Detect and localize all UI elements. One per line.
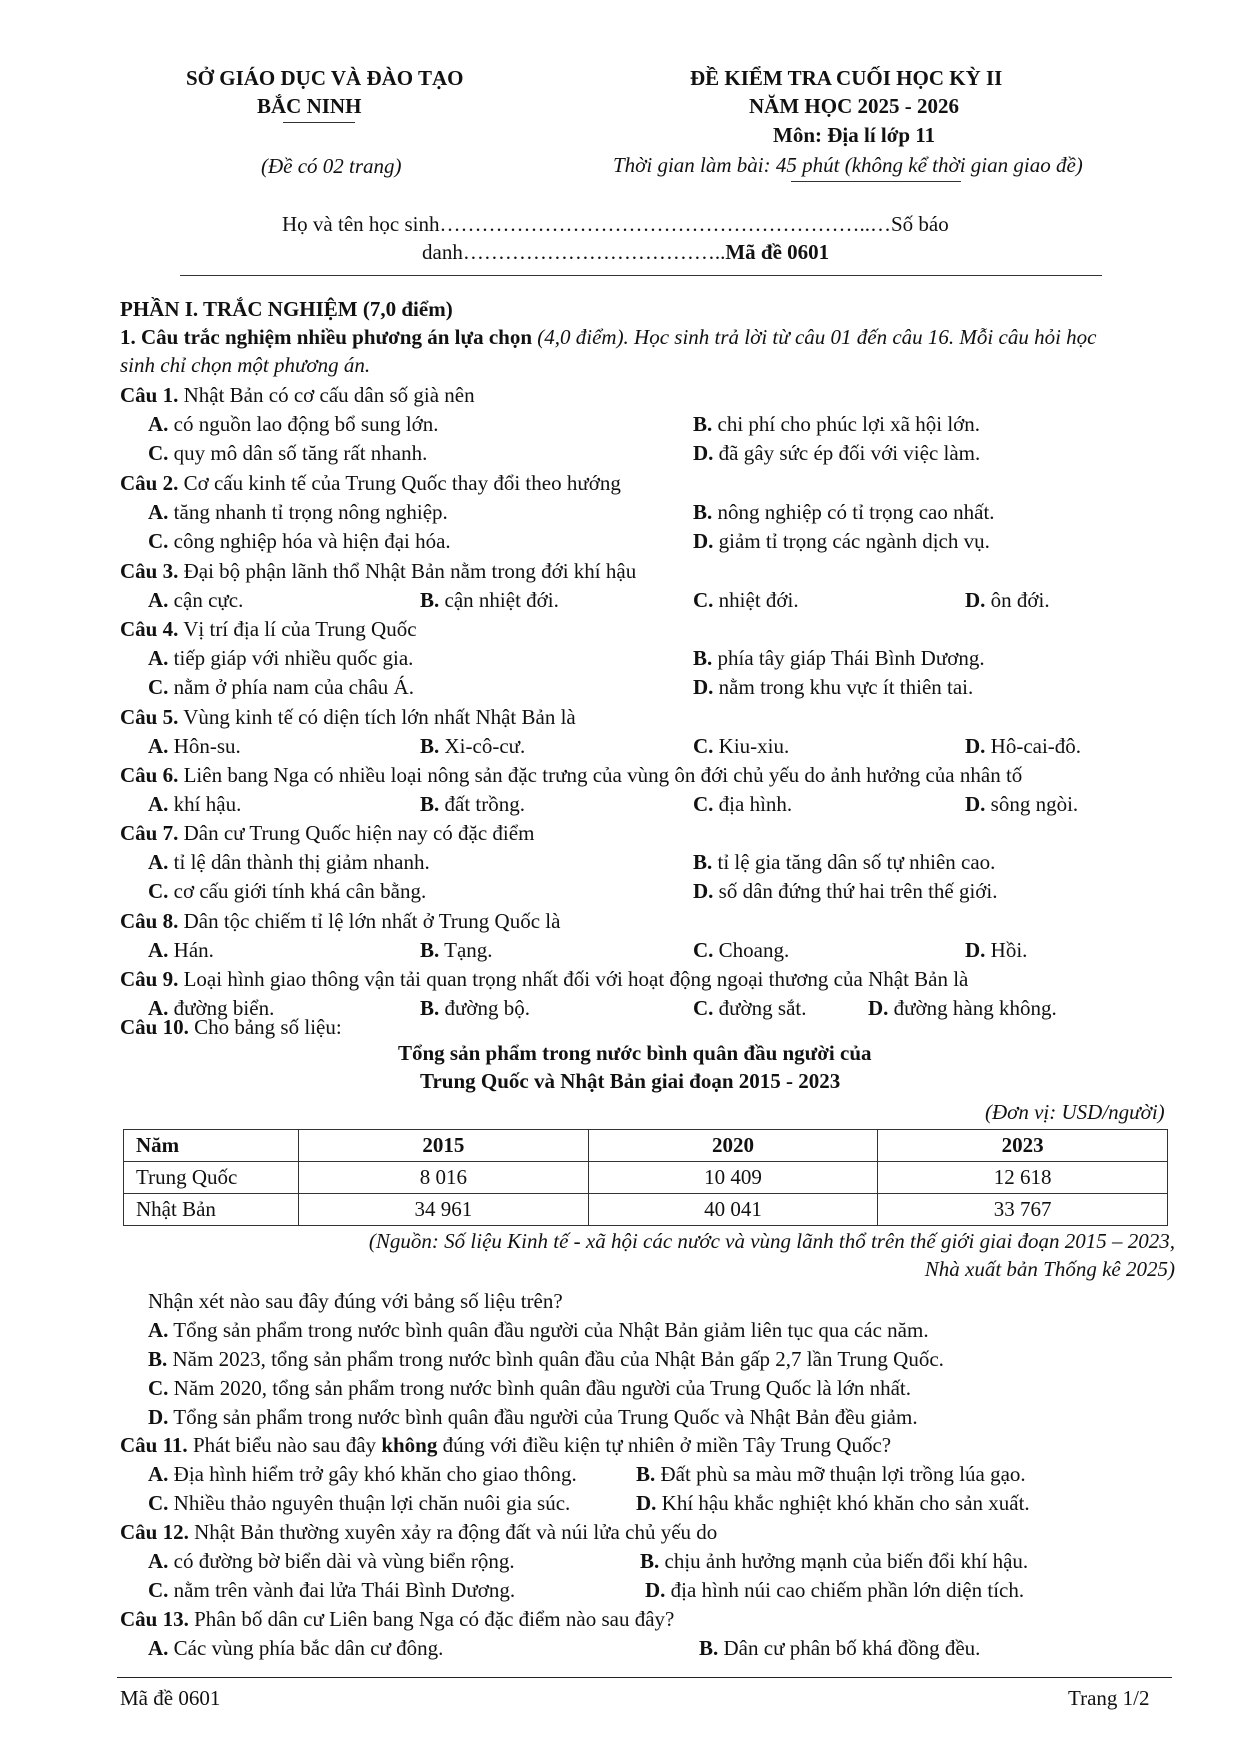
answer-option: A. Địa hình hiểm trở gây khó khăn cho giao thông. [148,1462,577,1486]
school-department: SỞ GIÁO DỤC VÀ ĐÀO TẠO [186,66,464,90]
answer-option: C. nằm ở phía nam của châu Á. [148,675,414,699]
question-stem: Câu 3. Đại bộ phận lãnh thổ Nhật Bản nằm trong đới khí hậu [120,559,637,583]
question-stem: Câu 8. Dân tộc chiếm tỉ lệ lớn nhất ở Trung Quốc là [120,909,561,933]
footer-page-number: Trang 1/2 [1068,1686,1150,1710]
answer-option: B. đường bộ. [420,996,531,1020]
answer-option: D. ôn đới. [965,588,1050,612]
table-cell: 8 016 [299,1162,589,1194]
answer-option: B. Đất phù sa màu mỡ thuận lợi trồng lúa gạo. [636,1462,1026,1486]
answer-option: D. nằm trong khu vực ít thiên tai. [693,675,974,699]
table-title-2: Trung Quốc và Nhật Bản giai đoạn 2015 - 2023 [420,1069,841,1093]
question-prompt: Nhận xét nào sau đây đúng với bảng số liệu trên? [148,1289,563,1313]
answer-option: B. Xi-cô-cư. [420,734,526,758]
answer-option: B. Năm 2023, tổng sản phẩm trong nước bình quân đầu của Nhật Bản gấp 2,7 lần Trung Quốc. [148,1347,944,1371]
answer-option: C. nằm trên vành đai lửa Thái Bình Dương. [148,1578,516,1602]
answer-option: A. khí hậu. [148,792,242,816]
exam-time: Thời gian làm bài: 45 phút (không kể thời gian giao đề) [613,153,1083,177]
table-cell: 34 961 [299,1194,589,1226]
answer-option: C. đường sắt. [693,996,807,1020]
answer-option: A. Các vùng phía bắc dân cư đông. [148,1636,444,1660]
table-cell: Trung Quốc [124,1162,299,1194]
subject: Môn: Địa lí lớp 11 [773,123,936,147]
question-stem: Câu 11. Phát biểu nào sau đây không đúng với điều kiện tự nhiên ở miền Tây Trung Quốc? [120,1433,892,1457]
answer-option: D. giảm tỉ trọng các ngành dịch vụ. [693,529,990,553]
answer-option: B. phía tây giáp Thái Bình Dương. [693,646,985,670]
answer-option: D. sông ngòi. [965,792,1079,816]
table-cell: 33 767 [878,1194,1168,1226]
question-stem: Câu 12. Nhật Bản thường xuyên xảy ra động đất và núi lửa chủ yếu do [120,1520,718,1544]
question-stem: Câu 1. Nhật Bản có cơ cấu dân số già nên [120,383,475,407]
answer-option: A. tỉ lệ dân thành thị giảm nhanh. [148,850,430,874]
answer-option: D. Khí hậu khắc nghiệt khó khăn cho sản xuất. [636,1491,1030,1515]
answer-option: C. địa hình. [693,792,793,816]
question-stem: Câu 6. Liên bang Nga có nhiều loại nông sản đặc trưng của vùng ôn đới chủ yếu do ảnh hưởng của nhân tố [120,763,1023,787]
answer-option: A. đường biển. [148,996,275,1020]
answer-option: A. Hán. [148,938,214,962]
answer-option: A. tiếp giáp với nhiều quốc gia. [148,646,414,670]
answer-option: B. cận nhiệt đới. [420,588,559,612]
table-cell: 10 409 [588,1162,878,1194]
footer-exam-code: Mã đề 0601 [120,1686,221,1710]
school-year: NĂM HỌC 2025 - 2026 [749,94,959,118]
table-title-1: Tổng sản phẩm trong nước bình quân đầu người của [398,1041,872,1065]
answer-option: C. Nhiều thảo nguyên thuận lợi chăn nuôi gia súc. [148,1491,571,1515]
answer-option: B. tỉ lệ gia tăng dân số tự nhiên cao. [693,850,996,874]
table-header-cell: 2015 [299,1130,589,1162]
answer-option: C. quy mô dân số tăng rất nhanh. [148,441,428,465]
answer-option: B. Dân cư phân bố khá đồng đều. [699,1636,981,1660]
answer-option: B. chi phí cho phúc lợi xã hội lớn. [693,412,981,436]
gdp-table [123,1129,1168,1226]
question-stem: Câu 13. Phân bố dân cư Liên bang Nga có đặc điểm nào sau đây? [120,1607,675,1631]
answer-option: D. Hô-cai-đô. [965,734,1082,758]
answer-option: D. số dân đứng thứ hai trên thế giới. [693,879,998,903]
question-stem: Câu 10. Cho bảng số liệu: [120,1015,342,1039]
answer-option: A. có nguồn lao động bổ sung lớn. [148,412,439,436]
answer-option: D. đã gây sức ép đối với việc làm. [693,441,981,465]
table-cell: 12 618 [878,1162,1168,1194]
part1-instruction: 1. Câu trắc nghiệm nhiều phương án lựa chọn (4,0 điểm). Học sinh trả lời từ câu 01 đến câu 16. Mỗi câu hỏi học [120,325,1097,349]
table-cell: 40 041 [588,1194,878,1226]
answer-option: C. Năm 2020, tổng sản phẩm trong nước bình quân đầu người của Trung Quốc là lớn nhất. [148,1376,911,1400]
table-header-cell: 2023 [878,1130,1168,1162]
answer-option: B. chịu ảnh hưởng mạnh của biến đổi khí hậu. [640,1549,1029,1573]
answer-option: C. Choang. [693,938,790,962]
answer-option: A. Hôn-su. [148,734,241,758]
answer-option: D. địa hình núi cao chiếm phần lớn diện tích. [645,1578,1025,1602]
table-cell: Nhật Bản [124,1194,299,1226]
answer-option: D. Tổng sản phẩm trong nước bình quân đầu người của Trung Quốc và Nhật Bản đều giảm. [148,1405,918,1429]
table-source-1: (Nguồn: Số liệu Kinh tế - xã hội các nước và vùng lãnh thổ trên thế giới giai đoạn 2015 – 2023, [368,1229,1175,1253]
answer-option: A. tăng nhanh tỉ trọng nông nghiệp. [148,500,448,524]
answer-option: C. Kiu-xiu. [693,734,790,758]
time-underline [791,181,961,182]
student-id-line: danh………………………………..Mã đề 0601 [422,240,830,264]
answer-option: B. nông nghiệp có tỉ trọng cao nhất. [693,500,995,524]
answer-option: A. Tổng sản phẩm trong nước bình quân đầu người của Nhật Bản giảm liên tục qua các năm. [148,1318,929,1342]
answer-option: A. cận cực. [148,588,244,612]
table-row [124,1162,1168,1194]
question-stem: Câu 4. Vị trí địa lí của Trung Quốc [120,617,417,641]
table-source-2: Nhà xuất bản Thống kê 2025) [924,1257,1175,1281]
school-province: BẮC NINH [257,94,362,118]
answer-option: D. Hồi. [965,938,1028,962]
question-stem: Câu 7. Dân cư Trung Quốc hiện nay có đặc điểm [120,821,535,845]
student-name-line: Họ và tên học sinh……………………………………………………..…Số báo [282,212,949,236]
question-stem: Câu 2. Cơ cấu kinh tế của Trung Quốc thay đổi theo hướng [120,471,621,495]
question-stem: Câu 9. Loại hình giao thông vận tải quan trọng nhất đối với hoạt động ngoại thương của Nhật Bản là [120,967,969,991]
table-header-row [124,1130,1168,1162]
exam-code: Mã đề 0601 [725,240,830,264]
table-unit: (Đơn vị: USD/người) [985,1100,1165,1124]
answer-option: D. đường hàng không. [868,996,1057,1020]
header-separator [180,275,1102,276]
table-header-cell: 2020 [588,1130,878,1162]
footer-separator [117,1677,1172,1678]
table-header-cell: Năm [124,1130,299,1162]
page-count-note: (Đề có 02 trang) [261,154,402,178]
answer-option: C. cơ cấu giới tính khá cân bằng. [148,879,427,903]
table-row [124,1194,1168,1226]
answer-option: C. công nghiệp hóa và hiện đại hóa. [148,529,451,553]
part1-title: PHẦN I. TRẮC NGHIỆM (7,0 điểm) [120,297,453,321]
answer-option: A. có đường bờ biển dài và vùng biển rộng. [148,1549,515,1573]
part1-instruction-cont: sinh chỉ chọn một phương án. [120,353,371,377]
exam-title: ĐỀ KIỂM TRA CUỐI HỌC KỲ II [690,66,1003,90]
province-underline [283,122,355,123]
answer-option: B. đất trồng. [420,792,525,816]
question-stem: Câu 5. Vùng kinh tế có diện tích lớn nhất Nhật Bản là [120,705,576,729]
answer-option: C. nhiệt đới. [693,588,799,612]
answer-option: B. Tạng. [420,938,493,962]
